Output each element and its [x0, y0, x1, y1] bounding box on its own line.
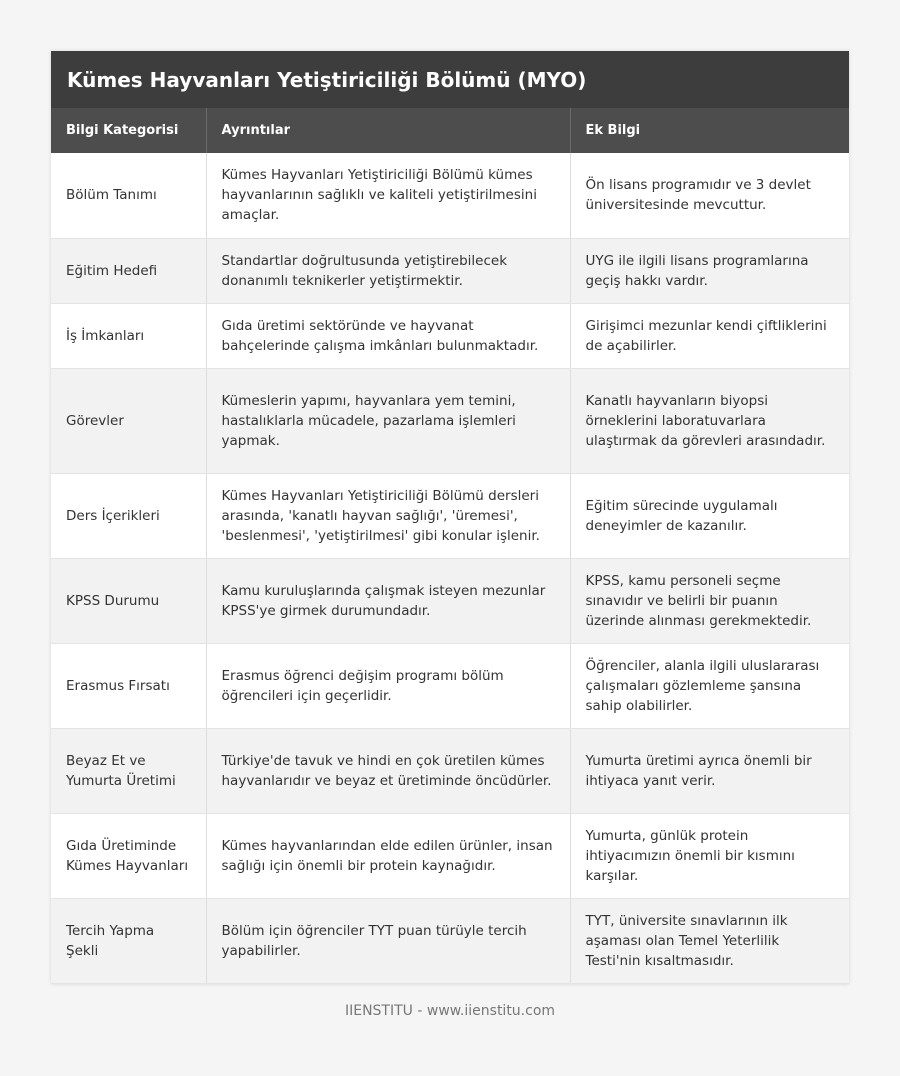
- row-category: Ders İçerikleri: [51, 473, 206, 558]
- row-details: Kümeslerin yapımı, hayvanlara yem temini, hastalıklarla mücadele, pazarlama işlemleri yapmak.: [206, 368, 570, 473]
- row-extra: Girişimci mezunlar kendi çiftliklerini de açabilirler.: [570, 303, 849, 368]
- row-details: Gıda üretimi sektöründe ve hayvanat bahçelerinde çalışma imkânları bulunmaktadır.: [206, 303, 570, 368]
- table-row: [51, 813, 849, 898]
- table-row: [51, 728, 849, 813]
- row-category: Erasmus Fırsatı: [51, 643, 206, 728]
- info-card: [51, 51, 849, 984]
- table-row: [51, 898, 849, 983]
- table-row: [51, 473, 849, 558]
- table-row: [51, 368, 849, 473]
- row-extra: Ön lisans programıdır ve 3 devlet üniversitesinde mevcuttur.: [570, 153, 849, 238]
- table-row: [51, 238, 849, 303]
- table-header-row: [51, 108, 849, 153]
- row-details: Kümes Hayvanları Yetiştiriciliği Bölümü kümes hayvanlarının sağlıklı ve kaliteli yetiştirilmesini amaçlar.: [206, 153, 570, 238]
- row-details: Bölüm için öğrenciler TYT puan türüyle tercih yapabilirler.: [206, 898, 570, 983]
- row-details: Kümes hayvanlarından elde edilen ürünler, insan sağlığı için önemli bir protein kaynağıdır.: [206, 813, 570, 898]
- row-extra: KPSS, kamu personeli seçme sınavıdır ve belirli bir puanın üzerinde alınması gerekmektedir.: [570, 558, 849, 643]
- table-row: [51, 153, 849, 238]
- info-table: [51, 108, 849, 984]
- row-category: Eğitim Hedefi: [51, 238, 206, 303]
- page-title: Kümes Hayvanları Yetiştiriciliği Bölümü (MYO): [51, 51, 849, 108]
- row-extra: Yumurta üretimi ayrıca önemli bir ihtiyaca yanıt verir.: [570, 728, 849, 813]
- row-details: Kümes Hayvanları Yetiştiriciliği Bölümü dersleri arasında, 'kanatlı hayvan sağlığı', 'üremesi', 'beslenmesi', 'yetiştirilmesi' gibi konular işlenir.: [206, 473, 570, 558]
- row-category: Gıda Üretiminde Kümes Hayvanları: [51, 813, 206, 898]
- row-details: Standartlar doğrultusunda yetiştirebilecek donanımlı teknikerler yetiştirmektir.: [206, 238, 570, 303]
- footer-credit: IIENSTITU - www.iienstitu.com: [344, 1003, 556, 1019]
- row-category: İş İmkanları: [51, 303, 206, 368]
- row-extra: Öğrenciler, alanla ilgili uluslararası çalışmaları gözlemleme şansına sahip olabilirler.: [570, 643, 849, 728]
- row-category: KPSS Durumu: [51, 558, 206, 643]
- row-extra: Yumurta, günlük protein ihtiyacımızın önemli bir kısmını karşılar.: [570, 813, 849, 898]
- row-category: Görevler: [51, 368, 206, 473]
- header-details: Ayrıntılar: [206, 108, 570, 153]
- row-category: Beyaz Et ve Yumurta Üretimi: [51, 728, 206, 813]
- row-details: Erasmus öğrenci değişim programı bölüm öğrencileri için geçerlidir.: [206, 643, 570, 728]
- row-category: Bölüm Tanımı: [51, 153, 206, 238]
- row-details: Kamu kuruluşlarında çalışmak isteyen mezunlar KPSS'ye girmek durumundadır.: [206, 558, 570, 643]
- row-category: Tercih Yapma Şekli: [51, 898, 206, 983]
- header-category: Bilgi Kategorisi: [51, 108, 206, 153]
- row-extra: UYG ile ilgili lisans programlarına geçiş hakkı vardır.: [570, 238, 849, 303]
- table-row: [51, 303, 849, 368]
- row-extra: Kanatlı hayvanların biyopsi örneklerini laboratuvarlara ulaştırmak da görevleri arasındadır.: [570, 368, 849, 473]
- table-row: [51, 558, 849, 643]
- header-extra: Ek Bilgi: [585, 123, 641, 138]
- table-row: [51, 643, 849, 728]
- row-details: Türkiye'de tavuk ve hindi en çok üretilen kümes hayvanlarıdır ve beyaz et üretiminde öncüdürler.: [206, 728, 570, 813]
- row-extra: TYT, üniversite sınavlarının ilk aşaması olan Temel Yeterlilik Testi'nin kısaltmasıdır.: [570, 898, 849, 983]
- row-extra: Eğitim sürecinde uygulamalı deneyimler de kazanılır.: [570, 473, 849, 558]
